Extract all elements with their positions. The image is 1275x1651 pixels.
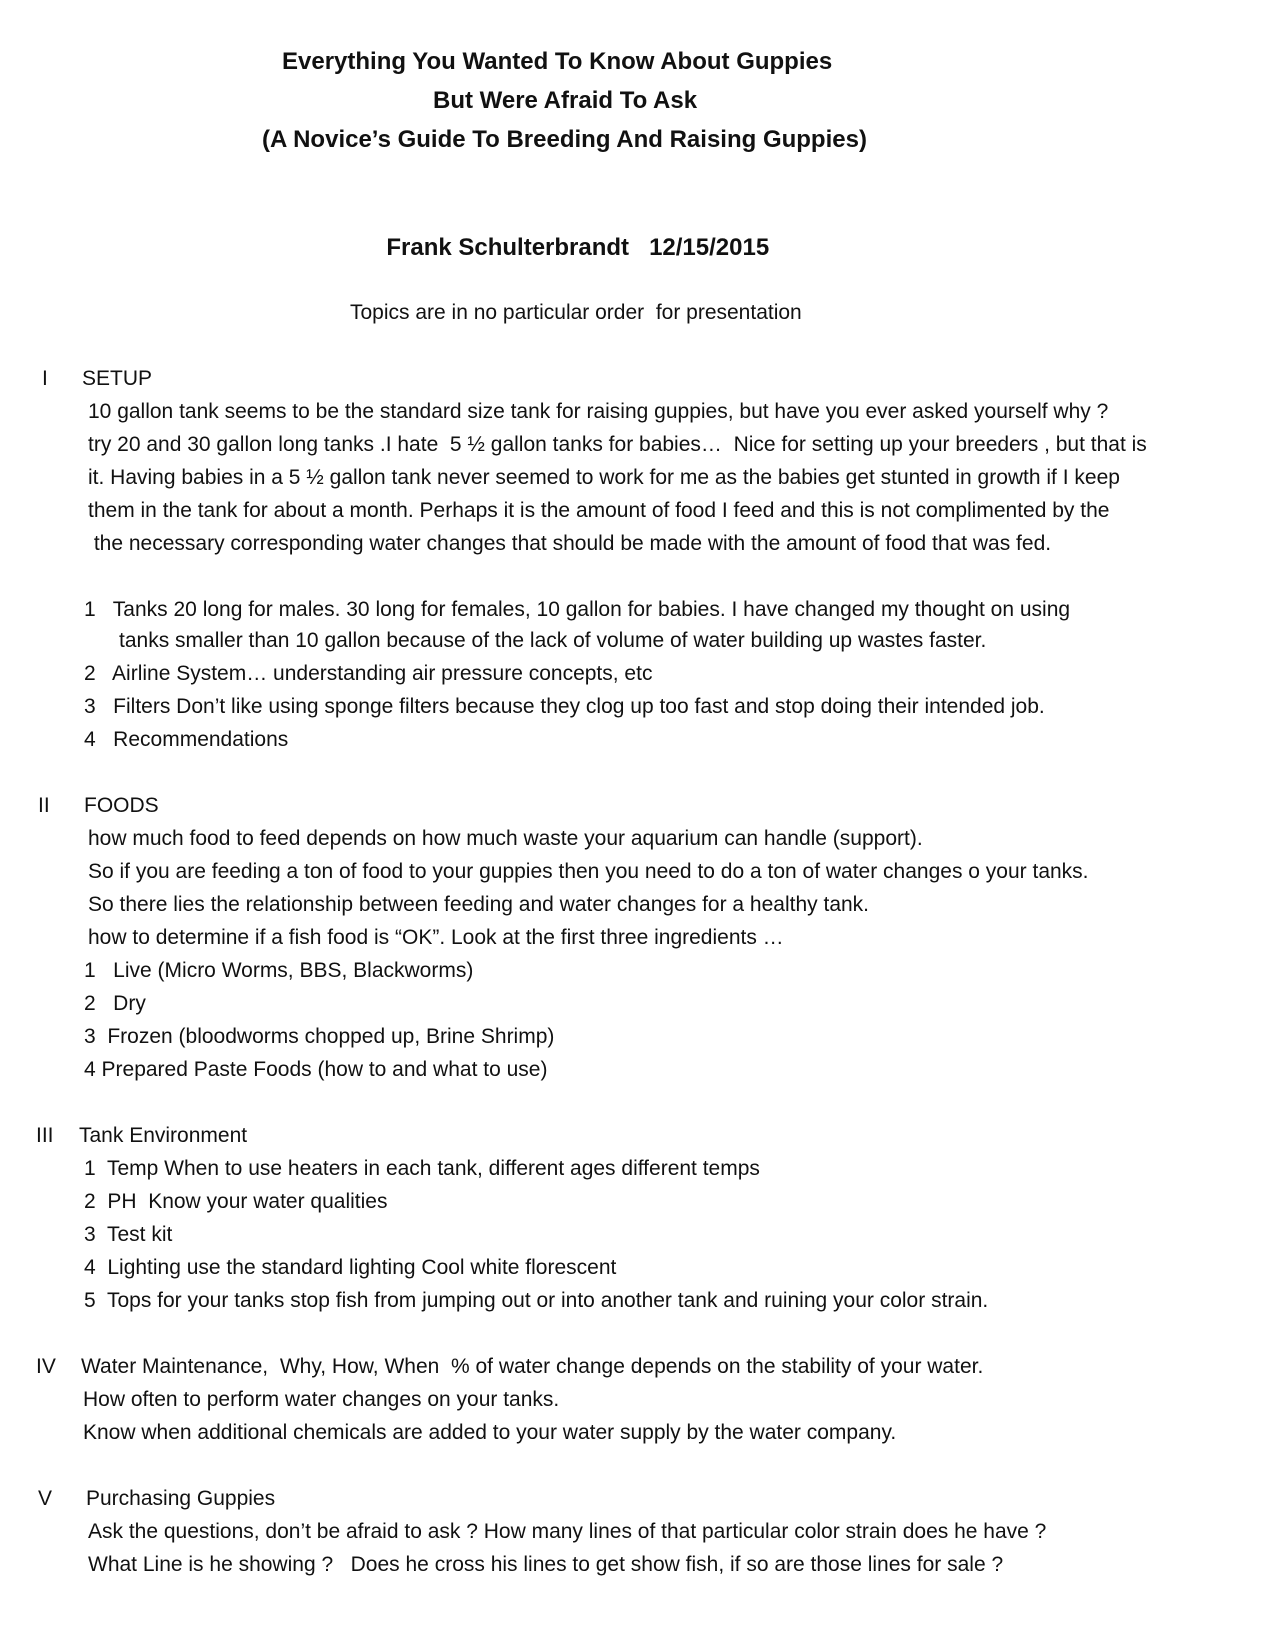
list-item: 2 PH Know your water qualities — [84, 1190, 388, 1213]
section-numeral: IV — [36, 1355, 56, 1378]
paragraph-line: So there lies the relationship between feeding and water changes for a healthy tank. — [88, 893, 870, 916]
paragraph-line: What Line is he showing ? Does he cross his lines to get show fish, if so are those lines for sale ? — [88, 1553, 1004, 1576]
section-numeral: V — [38, 1487, 53, 1510]
list-item: 1 Temp When to use heaters in each tank, different ages different temps — [84, 1157, 760, 1180]
paragraph-line: them in the tank for about a month. Perhaps it is the amount of food I feed and this is not complimented by the — [88, 499, 1110, 522]
section-numeral: II — [38, 794, 50, 817]
paragraph-line: Know when additional chemicals are added to your water supply by the water company. — [83, 1421, 897, 1444]
section-numeral: I — [42, 367, 48, 390]
paragraph-line: how much food to feed depends on how much waste your aquarium can handle (support). — [88, 827, 923, 850]
list-item: 4 Prepared Paste Foods (how to and what to use) — [84, 1058, 548, 1081]
list-item: 1 Tanks 20 long for males. 30 long for females, 10 gallon for babies. I have changed my thought on using — [84, 598, 1071, 621]
section-heading: SETUP — [82, 367, 153, 390]
paragraph-line: the necessary corresponding water changes that should be made with the amount of food that was fed. — [88, 532, 1052, 555]
list-item: tanks smaller than 10 gallon because of the lack of volume of water building up wastes faster. — [84, 629, 987, 652]
list-item: 2 Dry — [84, 992, 146, 1015]
list-item: 3 Filters Don’t like using sponge filters because they clog up too fast and stop doing their intended job. — [84, 695, 1045, 718]
list-item: 3 Frozen (bloodworms chopped up, Brine Shrimp) — [84, 1025, 555, 1048]
list-item: 3 Test kit — [84, 1223, 173, 1246]
list-item: 5 Tops for your tanks stop fish from jumping out or into another tank and ruining your color strain. — [84, 1289, 989, 1312]
paragraph-line: How often to perform water changes on your tanks. — [83, 1388, 560, 1411]
author-line — [373, 203, 769, 263]
list-item: 4 Lighting use the standard lighting Cool white florescent — [84, 1256, 617, 1279]
section-heading: Purchasing Guppies — [86, 1487, 276, 1510]
list-item: 4 Recommendations — [84, 728, 289, 751]
paragraph-line: So if you are feeding a ton of food to your guppies then you need to do a ton of water changes o your tanks. — [88, 860, 1089, 883]
intro-text: Topics are in no particular order for presentation — [350, 301, 802, 324]
section-numeral: III — [36, 1124, 54, 1147]
title-line-3: (A Novice’s Guide To Breeding And Raising Guppies) — [262, 126, 867, 153]
paragraph-line: 10 gallon tank seems to be the standard size tank for raising guppies, but have you ever asked yourself why ? — [88, 400, 1109, 423]
paragraph-line: how to determine if a fish food is “OK”. Look at the first three ingredients … — [88, 926, 784, 949]
title-line-2: But Were Afraid To Ask — [433, 87, 698, 114]
paragraph-line: Ask the questions, don’t be afraid to ask ? How many lines of that particular color strain does he have ? — [88, 1520, 1047, 1543]
paragraph-line: it. Having babies in a 5 ½ gallon tank never seemed to work for me as the babies get stunted in growth if I keep — [88, 466, 1120, 489]
section-heading: Water Maintenance, Why, How, When % of water change depends on the stability of your water. — [81, 1355, 984, 1378]
title-line-1: Everything You Wanted To Know About Guppies — [282, 48, 833, 75]
list-item: 1 Live (Micro Worms, BBS, Blackworms) — [84, 959, 474, 982]
date: 12/15/2015 — [649, 234, 770, 261]
paragraph-line: try 20 and 30 gallon long tanks .I hate 5 ½ gallon tanks for babies… Nice for setting up your breeders , but that is — [88, 433, 1147, 456]
author: Frank Schulterbrandt — [386, 234, 630, 261]
section-heading: Tank Environment — [79, 1124, 248, 1147]
section-heading: FOODS — [84, 794, 159, 817]
list-item: 2 Airline System… understanding air pressure concepts, etc — [84, 662, 653, 685]
